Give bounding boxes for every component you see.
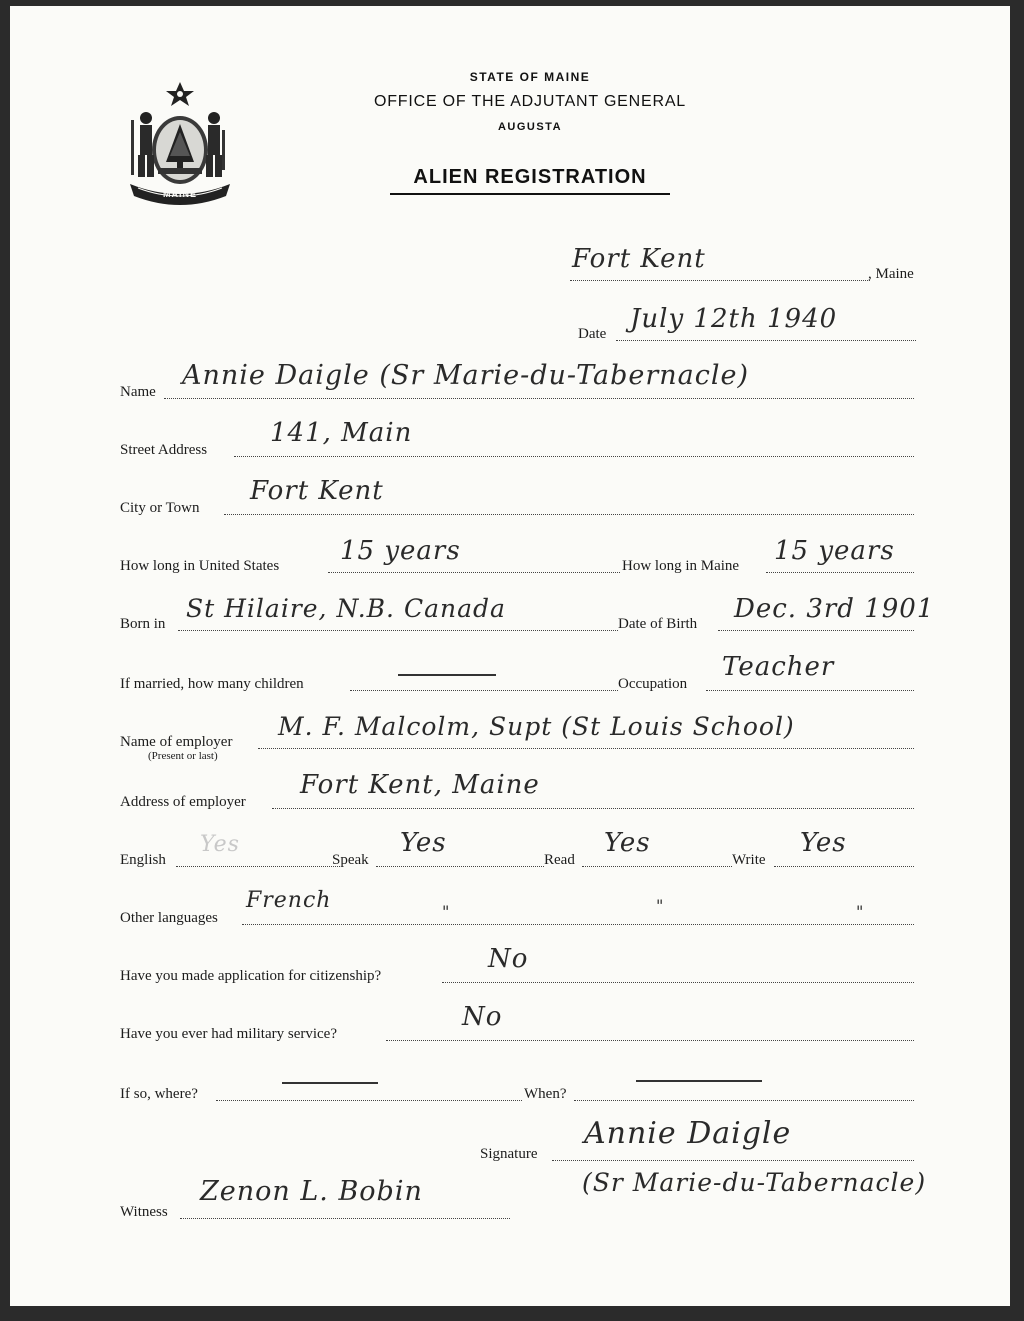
- born-in-label: Born in: [120, 616, 166, 632]
- city-town-label: City or Town: [120, 500, 200, 516]
- citizenship-line: [442, 982, 914, 983]
- place-line: [570, 280, 870, 281]
- seal-banner-text: MAINE: [163, 189, 197, 199]
- write-value: Yes: [800, 828, 847, 858]
- date-label: Date: [578, 326, 607, 342]
- if-so-where-dash: [282, 1082, 378, 1084]
- witness-line: [180, 1218, 510, 1219]
- english-value: Yes: [200, 832, 240, 857]
- signature-value-line1: Annie Daigle: [584, 1116, 792, 1151]
- street-label: Street Address: [120, 442, 208, 458]
- english-line: [176, 866, 340, 867]
- occupation-label: Occupation: [618, 676, 688, 692]
- children-dash: [398, 674, 496, 676]
- born-in-line: [178, 630, 618, 631]
- form-title: ALIEN REGISTRATION: [390, 166, 670, 189]
- city-town-value: Fort Kent: [250, 476, 384, 506]
- other-languages-label: Other languages: [120, 910, 218, 926]
- ditto-mark-1: ": [442, 902, 451, 921]
- date-of-birth-value: Dec. 3rd 1901: [734, 594, 935, 624]
- other-languages-value: French: [246, 888, 332, 913]
- street-line: [234, 456, 914, 457]
- read-label: Read: [544, 852, 575, 868]
- employer-name-label: Name of employer: [120, 734, 233, 750]
- children-line: [350, 690, 618, 691]
- signature-label: Signature: [480, 1146, 538, 1162]
- maine-suffix-label: , Maine: [868, 266, 914, 282]
- write-line: [774, 866, 914, 867]
- witness-value: Zenon L. Bobin: [200, 1176, 423, 1207]
- employer-address-line: [272, 808, 914, 809]
- how-long-maine-value: 15 years: [774, 536, 895, 566]
- date-of-birth-line: [718, 630, 914, 631]
- employer-name-value: M. F. Malcolm, Supt (St Louis School): [278, 712, 795, 741]
- how-long-us-value: 15 years: [340, 536, 461, 566]
- if-so-where-label: If so, where?: [120, 1086, 198, 1102]
- when-label: When?: [524, 1086, 567, 1102]
- place-value: Fort Kent: [572, 244, 706, 274]
- employer-name-line: [258, 748, 914, 749]
- name-line: [164, 398, 914, 399]
- citizenship-value: No: [488, 944, 529, 974]
- how-long-maine-label: How long in Maine: [622, 558, 740, 574]
- read-value: Yes: [604, 828, 651, 858]
- signature-line: [552, 1160, 914, 1161]
- other-languages-line: [242, 924, 914, 925]
- header-city: AUGUSTA: [497, 121, 563, 133]
- born-in-value: St Hilaire, N.B. Canada: [186, 594, 506, 623]
- speak-label: Speak: [332, 852, 369, 868]
- witness-label: Witness: [120, 1204, 168, 1220]
- employer-address-label: Address of employer: [120, 794, 246, 810]
- street-value: 141, Main: [270, 418, 413, 448]
- speak-line: [376, 866, 544, 867]
- how-long-maine-line: [766, 572, 914, 573]
- header-office: OFFICE OF THE ADJUTANT GENERAL: [373, 93, 687, 110]
- name-value: Annie Daigle (Sr Marie-du-Tabernacle): [182, 360, 750, 391]
- how-long-us-line: [328, 572, 620, 573]
- how-long-us-label: How long in United States: [120, 558, 280, 574]
- occupation-line: [706, 690, 914, 691]
- children-label: If married, how many children: [120, 676, 304, 692]
- military-value: No: [462, 1002, 503, 1032]
- date-of-birth-label: Date of Birth: [618, 616, 698, 632]
- speak-value: Yes: [400, 828, 447, 858]
- military-label: Have you ever had military service?: [120, 1026, 337, 1042]
- when-dash: [636, 1080, 762, 1082]
- form-page: [10, 6, 1010, 1306]
- ditto-mark-3: ": [856, 902, 865, 921]
- city-town-line: [224, 514, 914, 515]
- header-state: STATE OF MAINE: [469, 70, 591, 84]
- if-so-where-line: [216, 1100, 522, 1101]
- write-label: Write: [732, 852, 766, 868]
- occupation-value: Teacher: [722, 652, 835, 682]
- ditto-mark-2: ": [656, 896, 665, 915]
- employer-sub-label: (Present or last): [148, 750, 218, 762]
- signature-value-line2: (Sr Marie-du-Tabernacle): [582, 1168, 927, 1197]
- name-label: Name: [120, 384, 156, 400]
- military-line: [386, 1040, 914, 1041]
- read-line: [582, 866, 732, 867]
- date-line: [616, 340, 916, 341]
- citizenship-label: Have you made application for citizenship?: [120, 968, 382, 984]
- english-label: English: [120, 852, 166, 868]
- date-value: July 12th 1940: [630, 304, 838, 334]
- when-line: [574, 1100, 914, 1101]
- employer-address-value: Fort Kent, Maine: [300, 770, 540, 800]
